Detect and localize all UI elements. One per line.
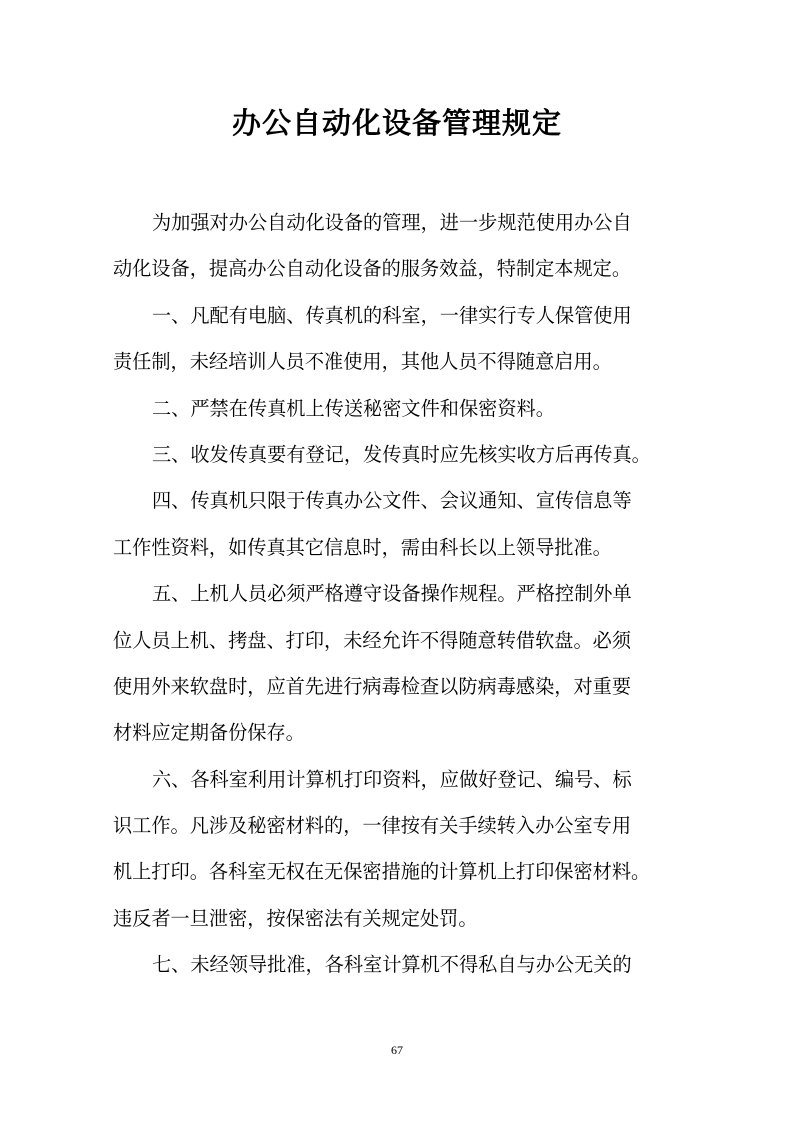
paragraph-line: 动化设备，提高办公自动化设备的服务效益，特制定本规定。	[113, 257, 632, 281]
paragraph-line: 二、严禁在传真机上传送秘密文件和保密资料。	[152, 396, 555, 420]
paragraph-line: 责任制，未经培训人员不准使用，其他人员不得随意启用。	[113, 350, 612, 374]
paragraph-line: 识工作。凡涉及秘密材料的，一律按有关手续转入办公室专用	[113, 814, 632, 838]
paragraph-line: 七、未经领导批准，各科室计算机不得私自与办公无关的	[152, 953, 632, 977]
paragraph-line: 违反者一旦泄密，按保密法有关规定处罚。	[113, 906, 478, 930]
paragraph-line: 为加强对办公自动化设备的管理，进一步规范使用办公自	[152, 211, 632, 234]
paragraph-line: 三、收发传真要有登记，发传真时应先核实收方后再传真。	[152, 442, 651, 466]
page-number: 67	[391, 1043, 403, 1057]
paragraph-line: 使用外来软盘时，应首先进行病毒检查以防病毒感染，对重要	[113, 674, 632, 698]
paragraph-line: 一、凡配有电脑、传真机的科室，一律实行专人保管使用	[152, 303, 632, 327]
document-body	[113, 200, 698, 989]
paragraph-line: 六、各科室利用计算机打印资料，应做好登记、编号、标	[152, 767, 632, 791]
paragraph-line: 材料应定期备份保存。	[113, 721, 305, 745]
paragraph-line: 四、传真机只限于传真办公文件、会议通知、宣传信息等	[152, 489, 632, 513]
paragraph-line: 工作性资料，如传真其它信息时，需由科长以上领导批准。	[113, 535, 612, 559]
paragraph-line: 位人员上机、拷盘、打印，未经允许不得随意转借软盘。必须	[113, 628, 632, 652]
paragraph-line: 机上打印。各科室无权在无保密措施的计算机上打印保密材料。	[113, 860, 651, 884]
paragraph-line: 五、上机人员必须严格遵守设备操作规程。严格控制外单	[152, 582, 632, 606]
document-title: 办公自动化设备管理规定	[231, 106, 562, 140]
